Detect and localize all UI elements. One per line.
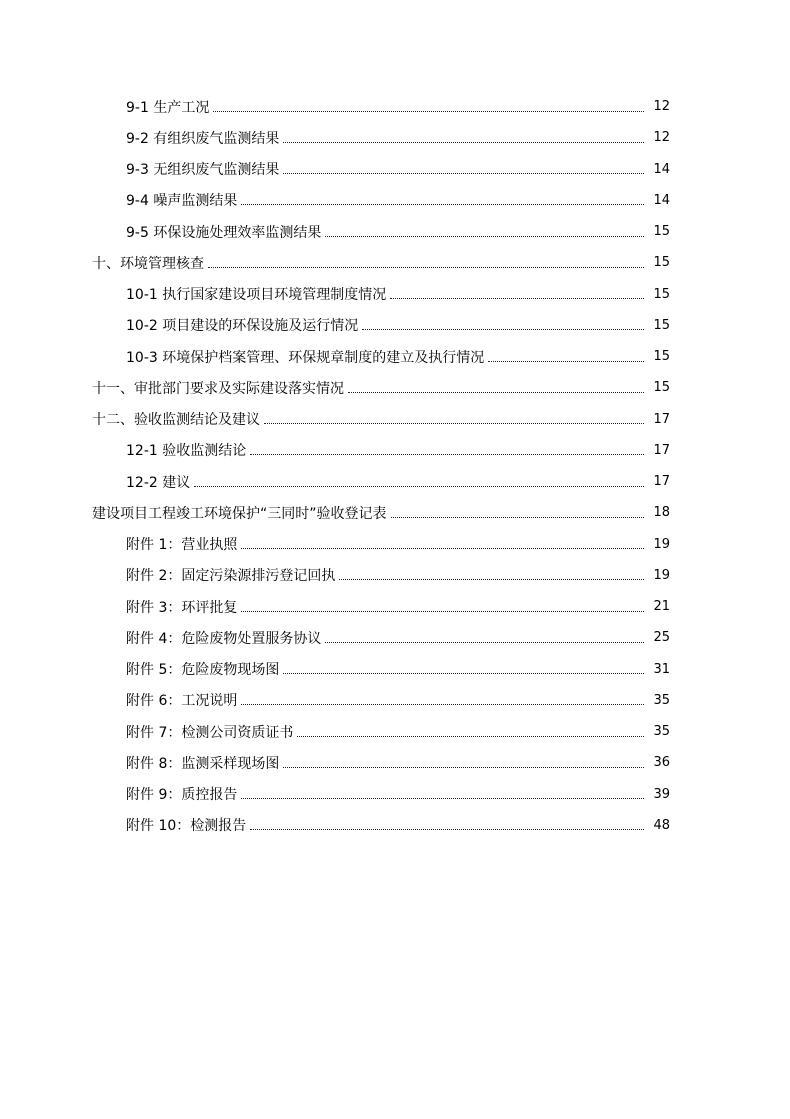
toc-entry-section-11[interactable]	[0, 372, 790, 403]
dot-leader	[283, 173, 644, 174]
dot-leader	[297, 736, 644, 737]
toc-entry-page: 12	[653, 130, 670, 146]
toc-entry-attachment-4[interactable]	[0, 622, 790, 653]
toc-entry-section-12[interactable]	[0, 404, 790, 435]
dot-leader	[241, 548, 644, 549]
toc-entry-attachment-1[interactable]	[0, 529, 790, 560]
toc-entry-10-3[interactable]	[0, 341, 790, 372]
toc-entry-9-4[interactable]	[0, 185, 790, 216]
toc-entry-title: 十二、验收监测结论及建议	[92, 412, 260, 429]
toc-entry-page: 15	[653, 224, 670, 240]
toc-entry-12-2[interactable]	[0, 466, 790, 497]
dot-leader	[208, 267, 644, 268]
toc-entry-title: 附件 4：危险废物处置服务协议	[126, 630, 322, 647]
toc-entry-9-1[interactable]	[0, 91, 790, 122]
dot-leader	[241, 704, 644, 705]
toc-entry-title: 十一、审批部门要求及实际建设落实情况	[92, 380, 344, 397]
toc-entry-title: 10-3 环境保护档案管理、环保规章制度的建立及执行情况	[126, 349, 485, 366]
toc-entry-title: 十、环境管理核查	[92, 255, 204, 272]
dot-leader	[250, 454, 644, 455]
toc-entry-page: 19	[653, 536, 670, 552]
toc-entry-page: 39	[653, 786, 670, 802]
toc-entry-title: 9-1 生产工况	[126, 99, 210, 116]
toc-entry-page: 25	[653, 630, 670, 646]
toc-entry-attachment-8[interactable]	[0, 747, 790, 778]
toc-entry-title: 附件 8：监测采样现场图	[126, 755, 280, 772]
toc-entry-title: 附件 2：固定污染源排污登记回执	[126, 568, 336, 585]
toc-entry-page: 21	[653, 599, 670, 615]
toc-entry-page: 15	[653, 349, 670, 365]
toc-entry-section-10[interactable]	[0, 247, 790, 278]
toc-entry-title: 12-2 建议	[126, 474, 191, 491]
toc-entry-page: 15	[653, 317, 670, 333]
toc-entry-title: 附件 1：营业执照	[126, 537, 238, 554]
toc-entry-page: 36	[653, 755, 670, 771]
toc-entry-page: 18	[653, 505, 670, 521]
toc-entry-title: 9-3 无组织废气监测结果	[126, 162, 280, 179]
toc-entry-page: 15	[653, 380, 670, 396]
toc-entry-9-2[interactable]	[0, 122, 790, 153]
dot-leader	[362, 329, 644, 330]
dot-leader	[241, 611, 644, 612]
toc-entry-title: 附件 10：检测报告	[126, 818, 247, 835]
dot-leader	[241, 204, 644, 205]
toc-entry-page: 15	[653, 286, 670, 302]
toc-entry-title: 附件 5：危险废物现场图	[126, 662, 280, 679]
dot-leader	[194, 486, 644, 487]
dot-leader	[390, 298, 644, 299]
dot-leader	[391, 517, 644, 518]
toc-entry-page: 12	[653, 99, 670, 115]
toc-entry-10-1[interactable]	[0, 279, 790, 310]
dot-leader	[250, 829, 644, 830]
toc-entry-12-1[interactable]	[0, 435, 790, 466]
toc-entry-title: 附件 9：质控报告	[126, 787, 238, 804]
toc-entry-page: 17	[653, 442, 670, 458]
toc-entry-page: 48	[653, 817, 670, 833]
dot-leader	[339, 579, 644, 580]
toc-entry-page: 14	[653, 192, 670, 208]
toc-entry-9-3[interactable]	[0, 154, 790, 185]
toc-entry-attachment-2[interactable]	[0, 560, 790, 591]
dot-leader	[241, 798, 644, 799]
toc-entry-attachment-10[interactable]	[0, 810, 790, 841]
toc-entry-title: 附件 7：检测公司资质证书	[126, 724, 294, 741]
toc-entry-title: 9-5 环保设施处理效率监测结果	[126, 224, 322, 241]
toc-entry-title: 9-2 有组织废气监测结果	[126, 130, 280, 147]
dot-leader	[325, 236, 644, 237]
toc-entry-page: 35	[653, 692, 670, 708]
toc-entry-page: 17	[653, 411, 670, 427]
dot-leader	[488, 361, 644, 362]
dot-leader	[325, 642, 644, 643]
toc-entry-10-2[interactable]	[0, 310, 790, 341]
toc-entry-attachment-5[interactable]	[0, 654, 790, 685]
toc-entry-title: 10-2 项目建设的环保设施及运行情况	[126, 318, 359, 335]
dot-leader	[348, 392, 644, 393]
toc-entry-attachment-6[interactable]	[0, 685, 790, 716]
dot-leader	[213, 111, 644, 112]
toc-entry-page: 17	[653, 474, 670, 490]
toc-entry-title: 9-4 噪声监测结果	[126, 193, 238, 210]
toc-entry-title: 建设项目工程竣工环境保护“三同时”验收登记表	[92, 505, 387, 522]
toc-entry-page: 31	[653, 661, 670, 677]
toc-entry-page: 14	[653, 161, 670, 177]
toc-entry-title: 10-1 执行国家建设项目环境管理制度情况	[126, 287, 387, 304]
dot-leader	[283, 767, 644, 768]
dot-leader	[283, 142, 644, 143]
dot-leader	[283, 673, 644, 674]
toc-entry-attachment-9[interactable]	[0, 779, 790, 810]
toc-entry-registration-form[interactable]	[0, 497, 790, 528]
toc-entry-9-5[interactable]	[0, 216, 790, 247]
toc-entry-attachment-3[interactable]	[0, 591, 790, 622]
toc-entry-title: 12-1 验收监测结论	[126, 443, 247, 460]
toc-entry-page: 15	[653, 255, 670, 271]
toc-entry-page: 19	[653, 567, 670, 583]
table-of-contents	[0, 91, 790, 841]
dot-leader	[264, 423, 644, 424]
toc-entry-title: 附件 6：工况说明	[126, 693, 238, 710]
toc-entry-page: 35	[653, 724, 670, 740]
toc-entry-title: 附件 3：环评批复	[126, 599, 238, 616]
toc-entry-attachment-7[interactable]	[0, 716, 790, 747]
